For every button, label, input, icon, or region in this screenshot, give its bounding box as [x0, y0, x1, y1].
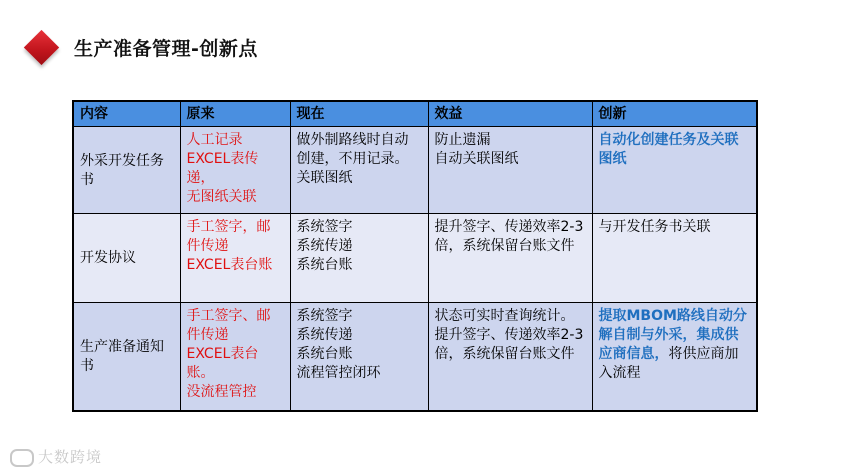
cell-before [180, 303, 290, 412]
cell-innovation [592, 127, 757, 214]
table-row [73, 214, 757, 303]
cell-line: 提升签字、传递效率2-3倍，系统保留台账文件 [434, 327, 584, 362]
innovation-normal: 与开发任务书关联 [598, 219, 711, 235]
cell-content: 生产准备通知书 [73, 303, 180, 412]
innovation-table [72, 100, 758, 412]
watermark [10, 446, 102, 467]
cell-innovation [592, 303, 757, 412]
cell-line: EXCEL表台账。 [186, 346, 259, 381]
innovation-bold: 自动化创建任务及关联图纸 [598, 132, 739, 167]
cell-line: 手工签字、邮件传递 [186, 308, 271, 343]
header-now: 现在 [290, 101, 428, 127]
header-benefit: 效益 [428, 101, 592, 127]
cell-line: 系统签字 [296, 308, 353, 324]
cell-content: 外采开发任务书 [73, 127, 180, 214]
cell-line: 系统传递 [296, 238, 353, 254]
cell-line: 无图纸关联 [186, 189, 257, 205]
cell-content: 开发协议 [73, 214, 180, 303]
cell-now [290, 214, 428, 303]
innovation-normal: 将供应商加入流程 [598, 346, 739, 381]
cell-line: 自动关联图纸 [434, 151, 519, 167]
cell-before [180, 214, 290, 303]
cell-benefit [428, 127, 592, 214]
header-before: 原来 [180, 101, 290, 127]
cell-line: 手工签字，邮件传递 [186, 219, 271, 254]
table-row [73, 303, 757, 412]
watermark-text: 大数跨境 [38, 448, 103, 466]
watermark-logo-icon [10, 449, 34, 467]
slide-title: 生产准备管理-创新点 [74, 38, 258, 60]
table-row [73, 127, 757, 214]
header-innovation: 创新 [592, 101, 757, 127]
cell-line: EXCEL表传递， [186, 151, 259, 186]
cell-benefit [428, 214, 592, 303]
cell-line: 没流程管控 [186, 384, 257, 400]
cell-before [180, 127, 290, 214]
cell-now [290, 303, 428, 412]
cell-line: 提升签字、传递效率2-3倍，系统保留台账文件 [434, 219, 584, 254]
cell-line: EXCEL表台账 [186, 257, 273, 273]
cell-line: 人工记录 [186, 132, 243, 148]
header-content: 内容 [73, 101, 180, 127]
table-header-row [73, 101, 757, 127]
cell-line: 系统台账 [296, 257, 353, 273]
cell-now: 做外制路线时自动创建，不用记录。关联图纸 [290, 127, 428, 214]
cell-benefit [428, 303, 592, 412]
cell-innovation [592, 214, 757, 303]
cell-line: 状态可实时查询统计。 [434, 308, 575, 324]
cell-line: 系统签字 [296, 219, 353, 235]
innovation-bold: 提取MBOM路线自动分解自制与外采，集成供应商信息， [598, 308, 747, 362]
title-diamond-icon [24, 30, 59, 65]
cell-line: 防止遗漏 [434, 132, 491, 148]
cell-line: 系统传递 [296, 327, 353, 343]
cell-line: 流程管控闭环 [296, 365, 381, 381]
cell-line: 系统台账 [296, 346, 353, 362]
